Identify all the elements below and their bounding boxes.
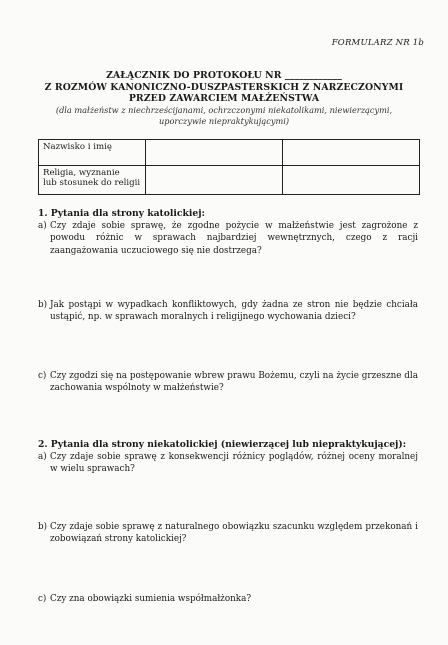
subtitle-line-1: (dla małżeństw z niechrześcijanami, ochrzczonymi niekatolikami, niewierzącymi, bbox=[55, 104, 393, 115]
name-field-party-1[interactable] bbox=[146, 140, 283, 166]
question-2c bbox=[38, 593, 418, 605]
section-1-title: 1. Pytania dla strony katolickiej: bbox=[38, 208, 205, 219]
question-letter: a) bbox=[38, 221, 47, 231]
name-field-party-2[interactable] bbox=[283, 140, 420, 166]
question-1c bbox=[38, 370, 418, 395]
title-line-2: Z ROZMÓW KANONICZNO-DUSZPASTERSKICH Z NARZECZONYMI bbox=[44, 81, 404, 93]
question-letter: c) bbox=[38, 594, 47, 604]
form-number: FORMULARZ NR 1b bbox=[331, 38, 424, 48]
question-letter: b) bbox=[38, 300, 48, 310]
name-row bbox=[39, 140, 420, 166]
question-text: Czy zna obowiązki sumienia współmałżonka? bbox=[50, 594, 252, 604]
question-2a bbox=[38, 451, 418, 476]
title-line-1: ZAŁĄCZNIK DO PROTOKOŁU NR ____________ bbox=[106, 70, 342, 81]
religion-field-party-1[interactable] bbox=[146, 166, 283, 195]
question-text: Czy zdaje sobie sprawę z naturalnego obowiązku szacunku względem przekonań i zobowiązań strony katolickiej? bbox=[50, 522, 418, 545]
name-label: Nazwisko i imię bbox=[39, 140, 146, 166]
question-text: Czy zdaje sobie sprawę z konsekwencji różnicy poglądów, różnej oceny moralnej w wielu sprawach? bbox=[50, 452, 418, 475]
question-letter: b) bbox=[38, 522, 48, 532]
religion-label-line-2: lub stosunek do religii bbox=[43, 178, 141, 188]
religion-field-party-2[interactable] bbox=[283, 166, 420, 195]
persons-table bbox=[38, 139, 420, 195]
document-header bbox=[0, 70, 448, 127]
question-text: Jak postąpi w wypadkach konfliktowych, gdy żadna ze stron nie będzie chciała ustąpić, np. w sprawach moralnych i religijnego wychowania dzieci? bbox=[50, 300, 418, 323]
religion-label bbox=[39, 166, 146, 195]
religion-row bbox=[39, 166, 420, 195]
title-line-3: PRZED ZAWARCIEM MAŁŻEŃSTWA bbox=[128, 93, 320, 104]
question-1a bbox=[38, 220, 418, 257]
question-letter: c) bbox=[38, 371, 47, 381]
subtitle-line-2: uporczywie niepraktykującymi) bbox=[158, 115, 290, 126]
religion-label-line-1: Religia, wyznanie bbox=[43, 168, 120, 178]
question-1b bbox=[38, 299, 418, 324]
question-2b bbox=[38, 521, 418, 546]
question-text: Czy zdaje sobie sprawę, że zgodne pożycie w małżeństwie jest zagrożone z powodu różnic w sprawach najbardziej wewnętrznych, czego z racji zaangażowania uczuciowego się nie dostrzega? bbox=[50, 221, 418, 256]
question-letter: a) bbox=[38, 452, 47, 462]
section-2-title: 2. Pytania dla strony niekatolickiej (niewierzącej lub niepraktykującej): bbox=[38, 439, 407, 450]
question-text: Czy zgodzi się na postępowanie wbrew prawu Bożemu, czyli na życie grzeszne dla zachowania wspólnoty w małżeństwie? bbox=[50, 371, 418, 394]
